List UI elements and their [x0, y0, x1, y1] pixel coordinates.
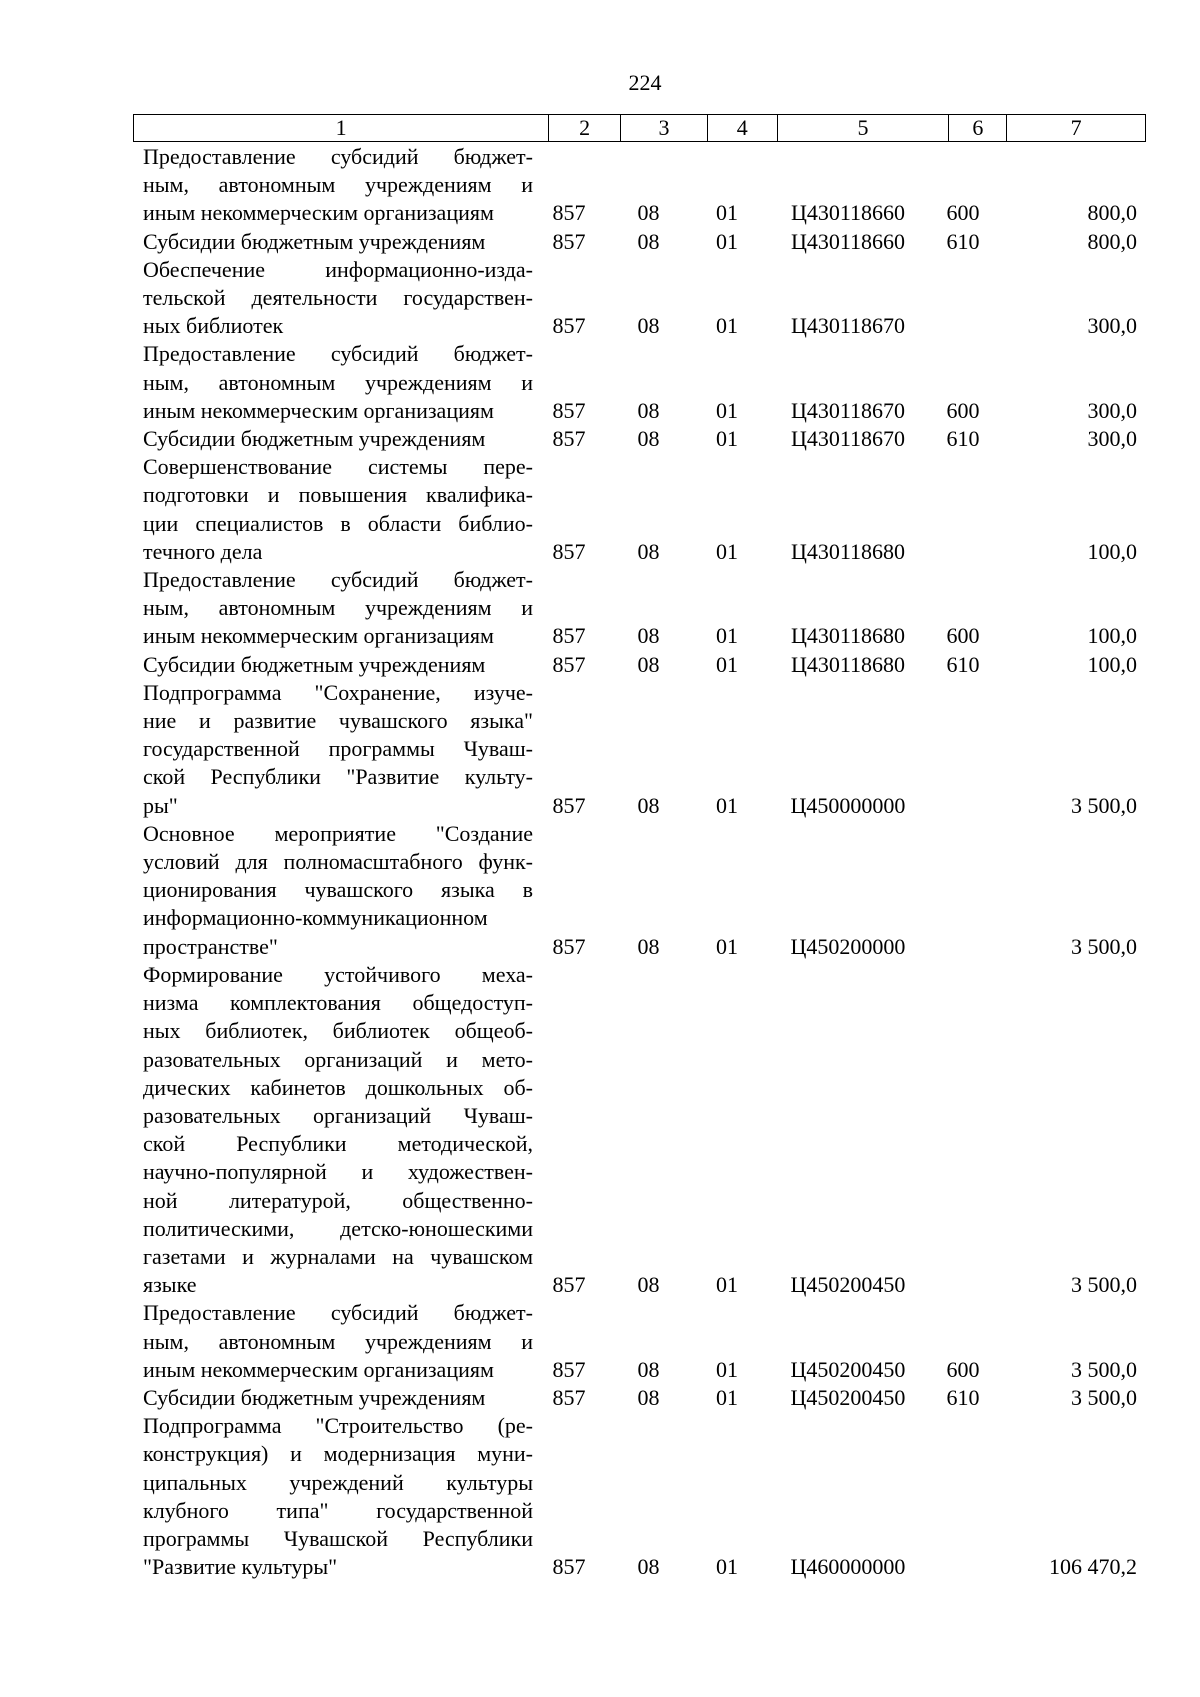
row-col-6: 600 — [946, 200, 980, 226]
description-line: ным, автономным учреждениям и — [143, 369, 533, 395]
row-col-3: 08 — [637, 313, 660, 339]
row-col-5: Ц450000000 — [790, 792, 906, 818]
row-col-5: Ц450200450 — [790, 1272, 906, 1298]
row-description — [133, 820, 533, 961]
row-description — [133, 1384, 533, 1412]
row-description — [133, 143, 533, 228]
row-col-6: 610 — [946, 651, 980, 677]
row-col-4: 01 — [716, 228, 738, 254]
row-col-3: 08 — [637, 1356, 660, 1382]
row-col-7: 300,0 — [1087, 313, 1137, 339]
description-line: иным некоммерческим организациям — [143, 397, 494, 423]
row-col-4: 01 — [716, 200, 738, 226]
description-line: ных библиотек, библиотек общеоб- — [143, 1018, 533, 1044]
description-line: пространстве" — [143, 933, 278, 959]
row-col-5: Ц450200450 — [790, 1356, 906, 1382]
description-line: ции специалистов в области библио- — [143, 510, 533, 536]
row-col-4: 01 — [716, 1272, 738, 1298]
row-col-3: 08 — [637, 426, 660, 452]
row-col-7: 100,0 — [1087, 651, 1137, 677]
description-line: условий для полномасштабного функ- — [143, 849, 533, 875]
table-row — [133, 961, 1146, 1299]
row-col-2: 857 — [552, 651, 586, 677]
row-col-2: 857 — [552, 933, 586, 959]
page-number: 224 — [628, 70, 662, 95]
row-col-4: 01 — [716, 792, 738, 818]
row-col-6: 610 — [946, 1384, 980, 1410]
row-col-6: 600 — [946, 397, 980, 423]
description-line: Субсидии бюджетным учреждениям — [143, 228, 486, 254]
row-col-2: 857 — [552, 313, 586, 339]
description-line: Предоставление субсидий бюджет- — [143, 1300, 533, 1326]
row-description — [133, 1412, 533, 1581]
description-line: Подпрограмма "Строительство (ре- — [143, 1413, 533, 1439]
table-row — [133, 256, 1146, 341]
description-line: Предоставление субсидий бюджет- — [143, 341, 533, 367]
description-line: Совершенствование системы пере- — [143, 454, 533, 480]
header-col-1: 1 — [134, 115, 549, 141]
row-col-3: 08 — [637, 651, 660, 677]
table-row — [133, 1384, 1146, 1412]
row-col-2: 857 — [552, 1272, 586, 1298]
row-col-2: 857 — [552, 228, 586, 254]
description-line: информационно-коммуникационном — [143, 905, 488, 931]
row-col-7: 3 500,0 — [1071, 1272, 1137, 1298]
row-col-3: 08 — [637, 1384, 660, 1410]
row-col-7: 100,0 — [1087, 538, 1137, 564]
row-col-7: 3 500,0 — [1071, 1356, 1137, 1382]
description-line: Предоставление субсидий бюджет- — [143, 567, 533, 593]
table-row — [133, 566, 1146, 651]
row-col-6: 610 — [946, 228, 980, 254]
description-line: научно-популярной и художествен- — [143, 1159, 533, 1185]
row-description — [133, 453, 533, 566]
row-col-6: 600 — [946, 1356, 980, 1382]
header-col-7: 7 — [1070, 115, 1082, 140]
table-row — [133, 143, 1146, 228]
description-line: Субсидии бюджетным учреждениям — [143, 426, 486, 452]
header-col-2: 2 — [549, 115, 621, 141]
description-line: ных библиотек — [143, 313, 284, 339]
row-col-6: 600 — [946, 623, 980, 649]
row-description — [133, 228, 533, 256]
table-header — [133, 114, 1146, 142]
table-row — [133, 425, 1146, 453]
row-col-3: 08 — [637, 623, 660, 649]
description-line: разовательных организаций Чуваш- — [143, 1102, 533, 1128]
description-line: разовательных организаций и мето- — [143, 1046, 533, 1072]
description-line: "Развитие культуры" — [143, 1554, 338, 1580]
header-col-5: 5 — [778, 115, 950, 141]
row-col-3: 08 — [637, 933, 660, 959]
row-col-4: 01 — [716, 313, 738, 339]
row-col-3: 08 — [637, 228, 660, 254]
description-line: течного дела — [143, 538, 263, 564]
description-line: языке — [143, 1272, 197, 1298]
row-col-3: 08 — [637, 1272, 660, 1298]
description-line: Обеспечение информационно-изда- — [143, 256, 533, 282]
row-col-7: 3 500,0 — [1071, 933, 1137, 959]
description-line: ской Республики "Развитие культу- — [143, 764, 533, 790]
row-col-4: 01 — [716, 623, 738, 649]
description-line: программы Чувашской Республики — [143, 1525, 533, 1551]
row-col-7: 800,0 — [1087, 228, 1137, 254]
description-line: ционирования чувашского языка в — [143, 877, 533, 903]
row-col-7: 106 470,2 — [1049, 1554, 1137, 1580]
row-col-5: Ц430118660 — [790, 200, 906, 226]
row-col-2: 857 — [552, 1384, 586, 1410]
table-row — [133, 453, 1146, 566]
table-row — [133, 679, 1146, 820]
table-row — [133, 1299, 1146, 1384]
description-line: газетами и журналами на чувашском — [143, 1243, 533, 1269]
row-col-5: Ц430118680 — [790, 623, 906, 649]
description-line: ской Республики методической, — [143, 1131, 533, 1157]
row-col-4: 01 — [716, 933, 738, 959]
row-col-5: Ц430118660 — [790, 228, 906, 254]
row-description — [133, 651, 533, 679]
row-description — [133, 256, 533, 341]
description-line: ние и развитие чувашского языка" — [143, 708, 533, 734]
row-col-7: 3 500,0 — [1071, 792, 1137, 818]
row-col-4: 01 — [716, 1554, 738, 1580]
header-col-6: 6 — [949, 115, 1007, 141]
description-line: Основное мероприятие "Создание — [143, 820, 533, 846]
row-description — [133, 1299, 533, 1384]
row-col-4: 01 — [716, 426, 738, 452]
description-line: ным, автономным учреждениям и — [143, 172, 533, 198]
description-line: иным некоммерческим организациям — [143, 1356, 494, 1382]
row-col-2: 857 — [552, 623, 586, 649]
row-col-7: 300,0 — [1087, 426, 1137, 452]
row-col-6: 610 — [946, 426, 980, 452]
row-col-2: 857 — [552, 792, 586, 818]
row-col-4: 01 — [716, 397, 738, 423]
header-col-3: 3 — [621, 115, 708, 141]
row-col-3: 08 — [637, 538, 660, 564]
table-row — [133, 820, 1146, 961]
description-line: иным некоммерческим организациям — [143, 623, 494, 649]
description-line: политическими, детско-юношескими — [143, 1215, 533, 1241]
table-row — [133, 228, 1146, 256]
description-line: ным, автономным учреждениям и — [143, 595, 533, 621]
row-col-5: Ц450200450 — [790, 1384, 906, 1410]
row-col-5: Ц430118670 — [790, 426, 906, 452]
description-line: дических кабинетов дошкольных об- — [143, 1074, 533, 1100]
description-line: Предоставление субсидий бюджет- — [143, 144, 533, 169]
row-col-7: 300,0 — [1087, 397, 1137, 423]
row-col-4: 01 — [716, 1356, 738, 1382]
description-line: ципальных учреждений культуры — [143, 1469, 533, 1495]
row-col-3: 08 — [637, 1554, 660, 1580]
description-line: клубного типа" государственной — [143, 1497, 533, 1523]
table-row — [133, 651, 1146, 679]
row-col-2: 857 — [552, 200, 586, 226]
row-col-5: Ц430118670 — [790, 397, 906, 423]
row-description — [133, 961, 533, 1299]
row-col-4: 01 — [716, 538, 738, 564]
table-body — [133, 143, 1146, 1581]
row-col-7: 100,0 — [1087, 623, 1137, 649]
row-col-2: 857 — [552, 538, 586, 564]
row-col-5: Ц460000000 — [790, 1554, 906, 1580]
description-line: конструкция) и модернизация муни- — [143, 1441, 533, 1467]
row-col-5: Ц430118680 — [790, 538, 906, 564]
row-col-7: 800,0 — [1087, 200, 1137, 226]
row-description — [133, 340, 533, 425]
description-line: ной литературой, общественно- — [143, 1187, 533, 1213]
description-line: Подпрограмма "Сохранение, изуче- — [143, 679, 533, 705]
description-line: тельской деятельности государствен- — [143, 285, 533, 311]
row-description — [133, 566, 533, 651]
row-col-3: 08 — [637, 397, 660, 423]
row-col-4: 01 — [716, 1384, 738, 1410]
row-col-2: 857 — [552, 1554, 586, 1580]
description-line: низма комплектования общедоступ- — [143, 990, 533, 1016]
row-col-5: Ц430118670 — [790, 313, 906, 339]
description-line: государственной программы Чуваш- — [143, 736, 533, 762]
description-line: Формирование устойчивого меха- — [143, 961, 533, 987]
row-description — [133, 425, 533, 453]
row-col-2: 857 — [552, 426, 586, 452]
description-line: иным некоммерческим организациям — [143, 200, 494, 226]
header-col-4: 4 — [708, 115, 778, 141]
table-row — [133, 1412, 1146, 1581]
description-line: Субсидии бюджетным учреждениям — [143, 1384, 486, 1410]
description-line: подготовки и повышения квалифика- — [143, 482, 533, 508]
description-line: ным, автономным учреждениям и — [143, 1328, 533, 1354]
row-description — [133, 679, 533, 820]
row-col-5: Ц450200000 — [790, 933, 906, 959]
description-line: Субсидии бюджетным учреждениям — [143, 651, 486, 677]
table-row — [133, 340, 1146, 425]
row-col-7: 3 500,0 — [1071, 1384, 1137, 1410]
row-col-2: 857 — [552, 397, 586, 423]
row-col-4: 01 — [716, 651, 738, 677]
description-line: ры" — [143, 792, 178, 818]
row-col-2: 857 — [552, 1356, 586, 1382]
row-col-3: 08 — [637, 792, 660, 818]
row-col-5: Ц430118680 — [790, 651, 906, 677]
row-col-3: 08 — [637, 200, 660, 226]
